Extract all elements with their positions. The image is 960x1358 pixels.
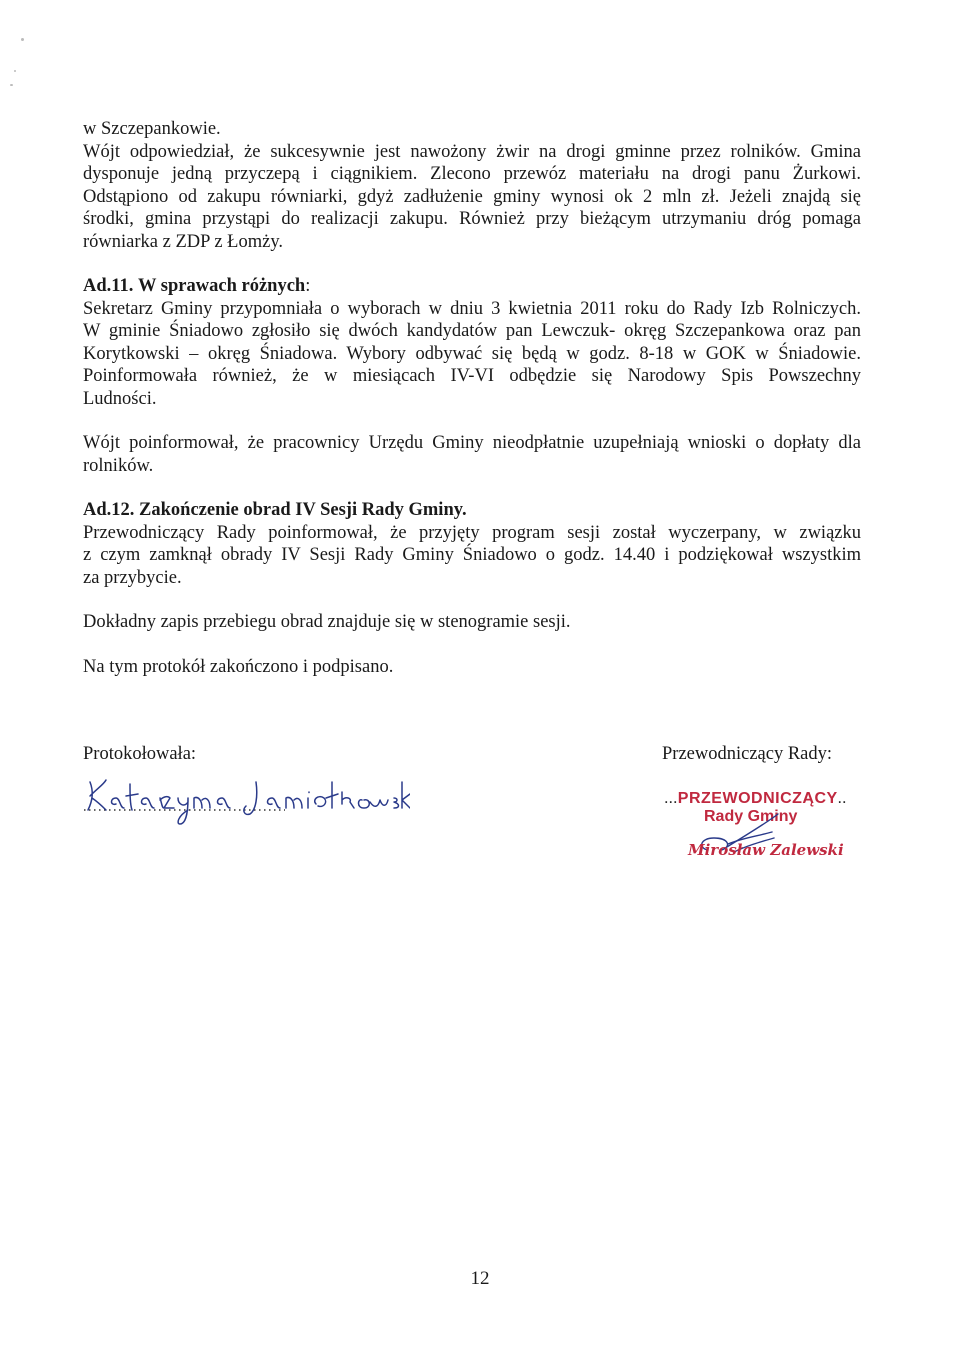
text-line: Sekretarz Gminy przypomniała o wyborach w dniu 3 kwietnia 2011 roku do Rady Izb Rolniczych.: [83, 298, 861, 319]
text-line: Ludności.: [83, 388, 157, 409]
text-line: w Szczepankowie.: [83, 119, 221, 139]
text-line: z czym zamknął obrady IV Sesji Rady Gminy Śniadowo o godz. 14.40 i podziękował wszystkim: [83, 545, 861, 565]
recorder-signature: [80, 768, 410, 828]
section-ad12: [83, 499, 861, 589]
text-line: W gminie Śniadowo zgłosiło się dwóch kandydatów pan Lewczuk- okręg Szczepankowa oraz pan: [83, 321, 861, 341]
recorder-label: Protokołowała:: [83, 744, 197, 764]
stamp-name: Mirosław Zalewski: [688, 841, 844, 859]
text-line: Wójt odpowiedział, że sukcesywnie jest nawożony żwir na drogi gminne przez rolników. Gmina: [83, 141, 861, 162]
text-line: Na tym protokół zakończono i podpisano.: [83, 657, 394, 677]
paragraph-closing: [83, 656, 861, 679]
paragraph-stenogram: [83, 611, 861, 634]
text-line: dysponuje jedną przyczepą i ciągnikiem. Zlecono przewóz materiału na drogi panu Żurkowi.: [83, 164, 861, 184]
scan-artifact: [21, 38, 24, 41]
text-line: rolników.: [83, 455, 154, 476]
text-line: Dokładny zapis przebiegu obrad znajduje się w stenogramie sesji.: [83, 612, 571, 632]
text-line: za przybycie.: [83, 567, 182, 588]
section-ad11: [83, 275, 861, 410]
scan-artifact: [14, 70, 16, 72]
chairman-stamp: [648, 786, 863, 866]
text-line: środki, gmina przystąpi do realizacji zakupu. Również przy bieżącym utrzymaniu dróg pomaga: [83, 209, 861, 229]
page-number: 12: [470, 1268, 490, 1289]
paragraph-wojt: [83, 432, 861, 477]
section-heading: Ad.11. W sprawach różnych:: [83, 276, 311, 296]
paragraph-roads: [83, 118, 861, 253]
text-line: Odstąpiono od zakupu równiarki, gdyż zadłużenie gminy wynosi ok 2 mln zł. Jeżeli znajdą się: [83, 186, 861, 207]
text-line: Korytkowski – okręg Śniadowa. Wybory odbywać się będą w godz. 8-18 w GOK w Śniadowie.: [83, 343, 861, 364]
section-heading: Ad.12. Zakończenie obrad IV Sesji Rady Gminy.: [83, 500, 467, 520]
text-line: Wójt poinformował, że pracownicy Urzędu Gminy nieodpłatnie uzupełniają wnioski o dopłaty dla: [83, 433, 861, 453]
text-line: równiarka z ZDP z Łomży.: [83, 231, 284, 252]
text-line: Poinformowała również, że w miesiącach IV-VI odbędzie się Narodowy Spis Powszechny: [83, 366, 861, 386]
scan-artifact: [10, 84, 13, 86]
text-line: Przewodniczący Rady poinformował, że przyjęty program sesji został wyczerpany, w związku: [83, 522, 861, 543]
stamp-body: Rady Gminy: [704, 808, 798, 825]
stamp-title: ...PRZEWODNICZĄCY..: [664, 790, 847, 807]
chairman-label: Przewodniczący Rady:: [662, 744, 833, 764]
